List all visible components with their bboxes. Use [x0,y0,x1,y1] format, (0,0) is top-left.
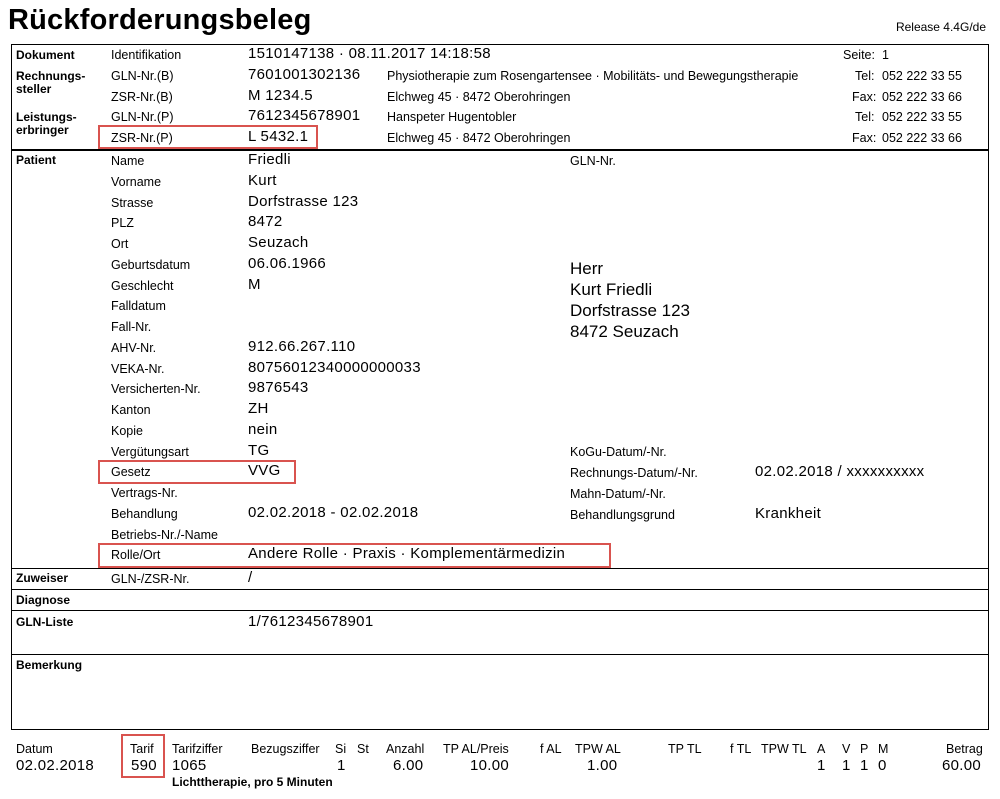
biller-gln-label: GLN-Nr.(B) [111,69,174,83]
patient-gln-label: GLN-Nr. [570,154,616,168]
section-patient: Patient [16,153,57,167]
biller-address: Elchweg 45 · 8472 Oberohringen [387,90,571,104]
section-zuweiser: Zuweiser [16,571,69,585]
provider-gln-value: 7612345678901 [248,107,361,124]
referrer-label: GLN-/ZSR-Nr. [111,572,190,586]
col-tp-tl: TP TL [668,742,702,756]
kogu-label: KoGu-Datum/-Nr. [570,445,667,459]
patient-field-label: Vertrags-Nr. [111,486,178,500]
patient-field-value: ZH [248,400,269,417]
row-tp-al-preis: 10.00 [470,757,510,774]
patient-box [11,150,989,730]
col-anzahl: Anzahl [386,742,425,756]
patient-field-label: Ort [111,237,129,251]
biller-name: Physiotherapie zum Rosengartensee · Mobilitäts- und Bewegungstherapie [387,69,799,83]
col-tpw-al: TPW AL [575,742,621,756]
row-p: 1 [860,757,869,774]
patient-field-value: Seuzach [248,234,309,251]
patient-field-value: 80756012340000000033 [248,359,421,376]
section-leistungserbringer: Leistungs- erbringer [16,110,77,137]
patient-field-value: Andere Rolle · Praxis · Komplementärmedizin [248,545,566,562]
patient-field-value: 912.66.267.110 [248,338,356,355]
section-bemerkung: Bemerkung [16,658,83,672]
col-tarif: Tarif [130,742,154,756]
col-tpw-tl: TPW TL [761,742,807,756]
col-f-tl: f TL [730,742,752,756]
divider-zuweiser [11,568,989,569]
col-bezugsziffer: Bezugsziffer [251,742,320,756]
address-line-2: Kurt Friedli [570,280,653,299]
provider-zsr-value: L 5432.1 [248,128,309,145]
patient-field-value: 06.06.1966 [248,255,327,272]
highlight-provider-zsr [98,125,318,149]
highlight-gesetz [98,460,296,484]
col-f-al: f AL [540,742,562,756]
divider-diagnose [11,589,989,590]
patient-field-label: Strasse [111,196,154,210]
patient-field-value: Kurt [248,172,277,189]
reason-value: Krankheit [755,505,822,522]
patient-field-label: Vorname [111,175,162,189]
col-betrag: Betrag [946,742,983,756]
page-label: Seite: [843,48,875,62]
provider-fax-label: Fax: [852,131,877,145]
patient-field-label: Fall-Nr. [111,320,152,334]
provider-tel-label: Tel: [855,110,875,124]
col-tp-al-preis: TP AL/Preis [443,742,509,756]
patient-field-label: AHV-Nr. [111,341,157,355]
document-title: Rückforderungsbeleg [8,4,312,36]
col-v: V [842,742,851,756]
col-m: M [878,742,889,756]
patient-field-label: Betriebs-Nr./-Name [111,528,218,542]
identification-value: 1510147138 · 08.11.2017 14:18:58 [248,45,491,62]
patient-field-value: 9876543 [248,379,309,396]
provider-gln-label: GLN-Nr.(P) [111,110,174,124]
patient-field-value: M [248,276,261,293]
reminder-label: Mahn-Datum/-Nr. [570,487,666,501]
highlight-rolle-ort [98,543,611,568]
row-st: 1 [337,757,346,774]
patient-field-value: 02.02.2018 - 02.02.2018 [248,504,419,521]
invoice-date-value: 02.02.2018 / xxxxxxxxxx [755,463,925,480]
col-datum: Datum [16,742,53,756]
section-dokument: Dokument [16,48,75,62]
biller-fax-label: Fax: [852,90,877,104]
col-tarifziffer: Tarifziffer [172,742,223,756]
patient-field-label: Name [111,154,145,168]
patient-field-label: Behandlung [111,507,178,521]
row-tarif: 590 [131,757,157,774]
patient-field-value: Friedli [248,151,291,168]
patient-field-label: Kopie [111,424,143,438]
row-m: 0 [878,757,887,774]
row-datum: 02.02.2018 [16,757,95,774]
address-line-1: Herr [570,259,604,278]
row-v: 1 [842,757,851,774]
divider-gln-liste [11,610,989,611]
patient-field-label: Geburtsdatum [111,258,191,272]
reason-label: Behandlungsgrund [570,508,675,522]
col-st: St [357,742,369,756]
patient-field-label: Gesetz [111,465,151,479]
address-line-4: 8472 Seuzach [570,322,679,341]
patient-field-label: Geschlecht [111,279,174,293]
patient-field-value: Dorfstrasse 123 [248,193,359,210]
provider-tel: 052 222 33 55 [882,110,962,124]
biller-fax: 052 222 33 66 [882,90,962,104]
page-value: 1 [882,48,889,62]
divider-bemerkung [11,654,989,655]
row-tpw-al: 1.00 [587,757,618,774]
row-betrag: 60.00 [942,757,982,774]
col-a: A [817,742,826,756]
biller-tel: 052 222 33 55 [882,69,962,83]
patient-field-label: PLZ [111,216,134,230]
gln-list-value: 1/7612345678901 [248,613,374,630]
patient-field-value: nein [248,421,278,438]
release-version: Release 4.4G/de [895,20,986,34]
invoice-date-label: Rechnungs-Datum/-Nr. [570,466,698,480]
patient-field-label: Vergütungsart [111,445,189,459]
section-rechnungssteller: Rechnungs- steller [16,69,86,96]
identification-label: Identifikation [111,48,182,62]
row-a: 1 [817,757,826,774]
biller-gln-value: 7601001302136 [248,66,361,83]
highlight-tarif [121,734,165,778]
col-si: Si [335,742,347,756]
provider-zsr-label: ZSR-Nr.(P) [111,131,173,145]
patient-field-value: TG [248,442,270,459]
patient-field-label: Falldatum [111,299,166,313]
section-gln-liste: GLN-Liste [16,615,74,629]
address-line-3: Dorfstrasse 123 [570,301,690,320]
row-description: Lichttherapie, pro 5 Minuten [172,775,333,789]
biller-tel-label: Tel: [855,69,875,83]
provider-name: Hanspeter Hugentobler [387,110,517,124]
patient-field-value: VVG [248,462,281,479]
patient-field-label: VEKA-Nr. [111,362,165,376]
col-p: P [860,742,869,756]
provider-fax: 052 222 33 66 [882,131,962,145]
patient-field-label: Versicherten-Nr. [111,382,201,396]
patient-field-value: 8472 [248,213,283,230]
referrer-value: / [248,569,253,586]
row-tarifziffer: 1065 [172,757,207,774]
biller-zsr-label: ZSR-Nr.(B) [111,90,173,104]
patient-field-label: Kanton [111,403,151,417]
provider-address: Elchweg 45 · 8472 Oberohringen [387,131,571,145]
section-diagnose: Diagnose [16,593,71,607]
patient-field-label: Rolle/Ort [111,548,161,562]
row-anzahl: 6.00 [393,757,424,774]
biller-zsr-value: M 1234.5 [248,87,313,104]
